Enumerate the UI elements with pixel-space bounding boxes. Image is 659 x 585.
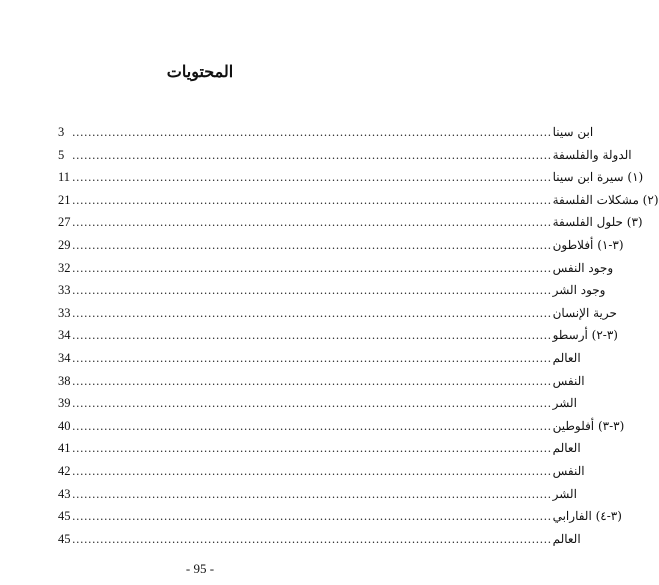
dot-leader: ........................................................................................................................ xyxy=(72,532,552,546)
toc-row xyxy=(58,166,644,189)
toc-entry-label: الشر xyxy=(552,486,577,501)
toc-row xyxy=(58,302,617,325)
toc-row xyxy=(58,415,625,438)
table-of-contents xyxy=(58,121,659,550)
dot-leader: ........................................................................................................................ xyxy=(72,261,552,275)
toc-entry-label: (٣-٢) أرسطو xyxy=(552,328,618,343)
toc-page-number: 33 xyxy=(58,283,71,298)
toc-row xyxy=(58,347,581,370)
toc-entry-label: (٣) حلول الفلسفة xyxy=(552,215,643,230)
toc-row xyxy=(58,505,622,528)
toc-entry-label: الشر xyxy=(552,396,577,411)
toc-page-number: 45 xyxy=(58,509,71,524)
toc-page-number: 42 xyxy=(58,463,71,478)
toc-page-number: 11 xyxy=(58,170,71,185)
toc-entry-label: ابن سينا xyxy=(552,125,594,139)
toc-page-number: 38 xyxy=(58,373,71,388)
dot-leader: ........................................................................................................................ xyxy=(72,397,552,411)
dot-leader: ........................................................................................................................ xyxy=(72,306,552,320)
toc-row xyxy=(58,234,624,257)
dot-leader: ........................................................................................................................ xyxy=(72,216,552,230)
dot-leader: ........................................................................................................................ xyxy=(72,329,552,343)
toc-entry-label: (١) سيرة ابن سينا xyxy=(552,170,644,185)
toc-page-number: 5 xyxy=(58,147,65,162)
toc-row xyxy=(58,189,659,212)
toc-page-number: 34 xyxy=(58,350,71,365)
toc-page-number: 40 xyxy=(58,418,71,433)
dot-leader: ........................................................................................................................ xyxy=(72,419,552,433)
toc-page-number: 32 xyxy=(58,260,71,275)
toc-entry-label: النفس xyxy=(552,373,585,388)
toc-row xyxy=(58,528,581,551)
toc-page-number: 3 xyxy=(58,125,65,139)
toc-page-number: 39 xyxy=(58,396,71,411)
toc-entry-label: حرية الإنسان xyxy=(552,305,617,320)
toc-page-number: 27 xyxy=(58,215,71,230)
dot-leader: ........................................................................................................................ xyxy=(72,442,552,456)
dot-leader: ........................................................................................................................ xyxy=(72,374,552,388)
dot-leader: ........................................................................................................................ xyxy=(72,238,552,252)
toc-row xyxy=(58,460,585,483)
toc-entry-label: وجود النفس xyxy=(552,260,614,275)
toc-entry-label: وجود الشر xyxy=(552,283,606,298)
dot-leader: ........................................................................................................................ xyxy=(72,510,552,524)
dot-leader: ........................................................................................................................ xyxy=(72,284,552,298)
toc-row xyxy=(58,324,618,347)
toc-row xyxy=(58,257,614,280)
toc-page-number: 43 xyxy=(58,486,71,501)
dot-leader: ........................................................................................................................ xyxy=(72,171,552,185)
toc-entry-label: العالم xyxy=(552,531,581,546)
page-number-footer: - 95 - xyxy=(185,561,215,576)
dot-leader: ........................................................................................................................ xyxy=(72,487,552,501)
toc-row xyxy=(58,211,643,234)
toc-row xyxy=(58,392,577,415)
toc-page-number: 41 xyxy=(58,441,71,456)
toc-entry-label: العالم xyxy=(552,441,581,456)
page-title: المحتويات xyxy=(166,62,234,81)
toc-page-number: 21 xyxy=(58,192,71,207)
toc-entry-label: (٣-١) أفلاطون xyxy=(552,237,624,252)
toc-page-number: 29 xyxy=(58,237,71,252)
dot-leader: ........................................................................................................................ xyxy=(72,464,552,478)
toc-entry-label: (٣-٣) أفلوطين xyxy=(552,418,625,433)
toc-page-number: 34 xyxy=(58,328,71,343)
toc-entry-label: (٣-٤) الفارابي xyxy=(552,509,622,524)
toc-row xyxy=(58,144,632,167)
dot-leader: ........................................................................................................................ xyxy=(72,126,552,139)
toc-page-number: 33 xyxy=(58,305,71,320)
toc-entry-label: النفس xyxy=(552,463,585,478)
toc-entry-label: العالم xyxy=(552,350,581,365)
toc-row xyxy=(58,370,585,393)
toc-row xyxy=(58,279,606,302)
toc-row xyxy=(58,483,577,506)
toc-row xyxy=(58,437,581,460)
dot-leader: ........................................................................................................................ xyxy=(72,351,552,365)
toc-entry-label: الدولة والفلسفة xyxy=(552,147,632,162)
toc-entry-label: (٢) مشكلات الفلسفة xyxy=(552,192,659,207)
toc-row xyxy=(58,121,594,144)
dot-leader: ........................................................................................................................ xyxy=(72,148,552,162)
toc-page-number: 45 xyxy=(58,531,71,546)
dot-leader: ........................................................................................................................ xyxy=(72,193,552,207)
